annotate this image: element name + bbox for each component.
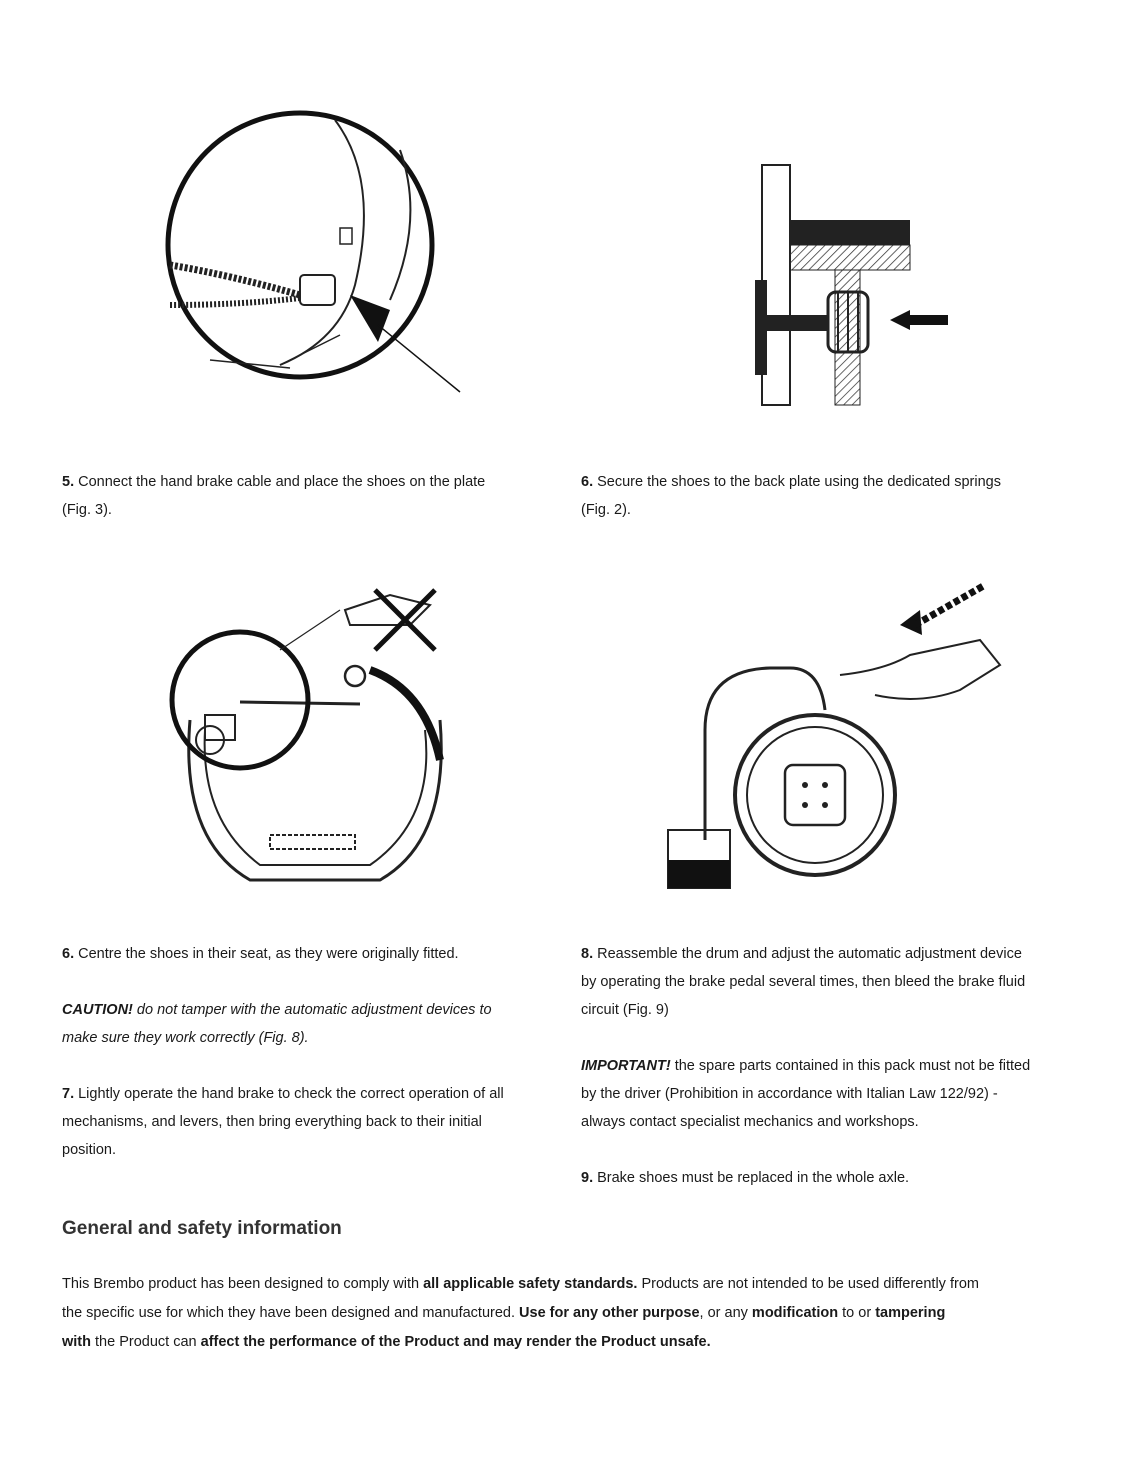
step-7-text-3: position.: [62, 1142, 117, 1158]
caution-text-2: make sure they work correctly (Fig. 8).: [62, 1030, 309, 1046]
safety-b4: tampering: [875, 1305, 946, 1321]
caution-text-1: do not tamper with the automatic adjustment devices to: [132, 1002, 492, 1018]
safety-t1: This Brembo product has been designed to comply with: [62, 1276, 424, 1292]
step-5-ref: (Fig. 3).: [62, 502, 112, 518]
step-8-text-2: by operating the brake pedal several times, then bleed the brake fluid: [581, 974, 1026, 990]
step-5-text: Connect the hand brake cable and place the shoes on the plate: [74, 474, 486, 490]
step-6a-number: 6.: [581, 474, 594, 490]
safety-b3: modification: [751, 1305, 839, 1321]
safety-t2: Products are not intended to be used differently from: [637, 1276, 979, 1292]
caution-line-1: [62, 996, 562, 1024]
safety-b2: Use for any other purpose: [519, 1305, 700, 1321]
safety-t5: to or: [838, 1305, 876, 1321]
step-8-text-3: circuit (Fig. 9): [581, 1002, 669, 1018]
step-6a-ref: (Fig. 2).: [581, 502, 631, 518]
safety-b1: all applicable safety standards.: [423, 1276, 638, 1292]
step-8-text-1: Reassemble the drum and adjust the automatic adjustment device: [593, 946, 1022, 962]
right-instructions: [581, 940, 1091, 1192]
step-6b-number: 6.: [62, 946, 75, 962]
step-6b-text: Centre the shoes in their seat, as they were originally fitted.: [74, 946, 459, 962]
important-text-1: the spare parts contained in this pack must not be fitted: [670, 1058, 1031, 1074]
figure-spring-section: [740, 160, 960, 410]
important-label: IMPORTANT!: [581, 1058, 671, 1074]
step-9-number: 9.: [581, 1170, 594, 1186]
step-7-number: 7.: [62, 1086, 75, 1102]
figure-drum-pedal: [660, 580, 1020, 890]
important-text-2: by the driver (Prohibition in accordance with Italian Law 122/92) -: [581, 1086, 998, 1102]
step-9-text: Brake shoes must be replaced in the whole axle.: [593, 1170, 910, 1186]
step-6-springs: [581, 468, 1091, 524]
step-7-text-1: Lightly operate the hand brake to check the correct operation of all: [74, 1086, 504, 1102]
section-heading: General and safety information: [62, 1218, 342, 1239]
important-text-3: always contact specialist mechanics and workshops.: [581, 1114, 919, 1130]
safety-t4: , or any: [699, 1305, 752, 1321]
safety-t3: the specific use for which they have been designed and manufactured.: [62, 1305, 520, 1321]
step-6a-text: Secure the shoes to the back plate using the dedicated springs: [593, 474, 1001, 490]
caution-label: CAUTION!: [62, 1002, 133, 1018]
safety-t6: the Product can: [91, 1334, 201, 1350]
step-8-number: 8.: [581, 946, 594, 962]
left-instructions: [62, 940, 562, 1164]
safety-b6: affect the performance of the Product and may render the Product unsafe.: [200, 1334, 711, 1350]
figure-hand-brake-cable: [150, 110, 470, 400]
step-7-text-2: mechanisms, and levers, then bring everything back to their initial: [62, 1114, 482, 1130]
safety-b5: with: [62, 1334, 91, 1350]
step-5: [62, 468, 542, 524]
step-5-number: 5.: [62, 474, 75, 490]
figure-brake-shoes: [150, 580, 470, 890]
safety-paragraph: [62, 1270, 1092, 1357]
